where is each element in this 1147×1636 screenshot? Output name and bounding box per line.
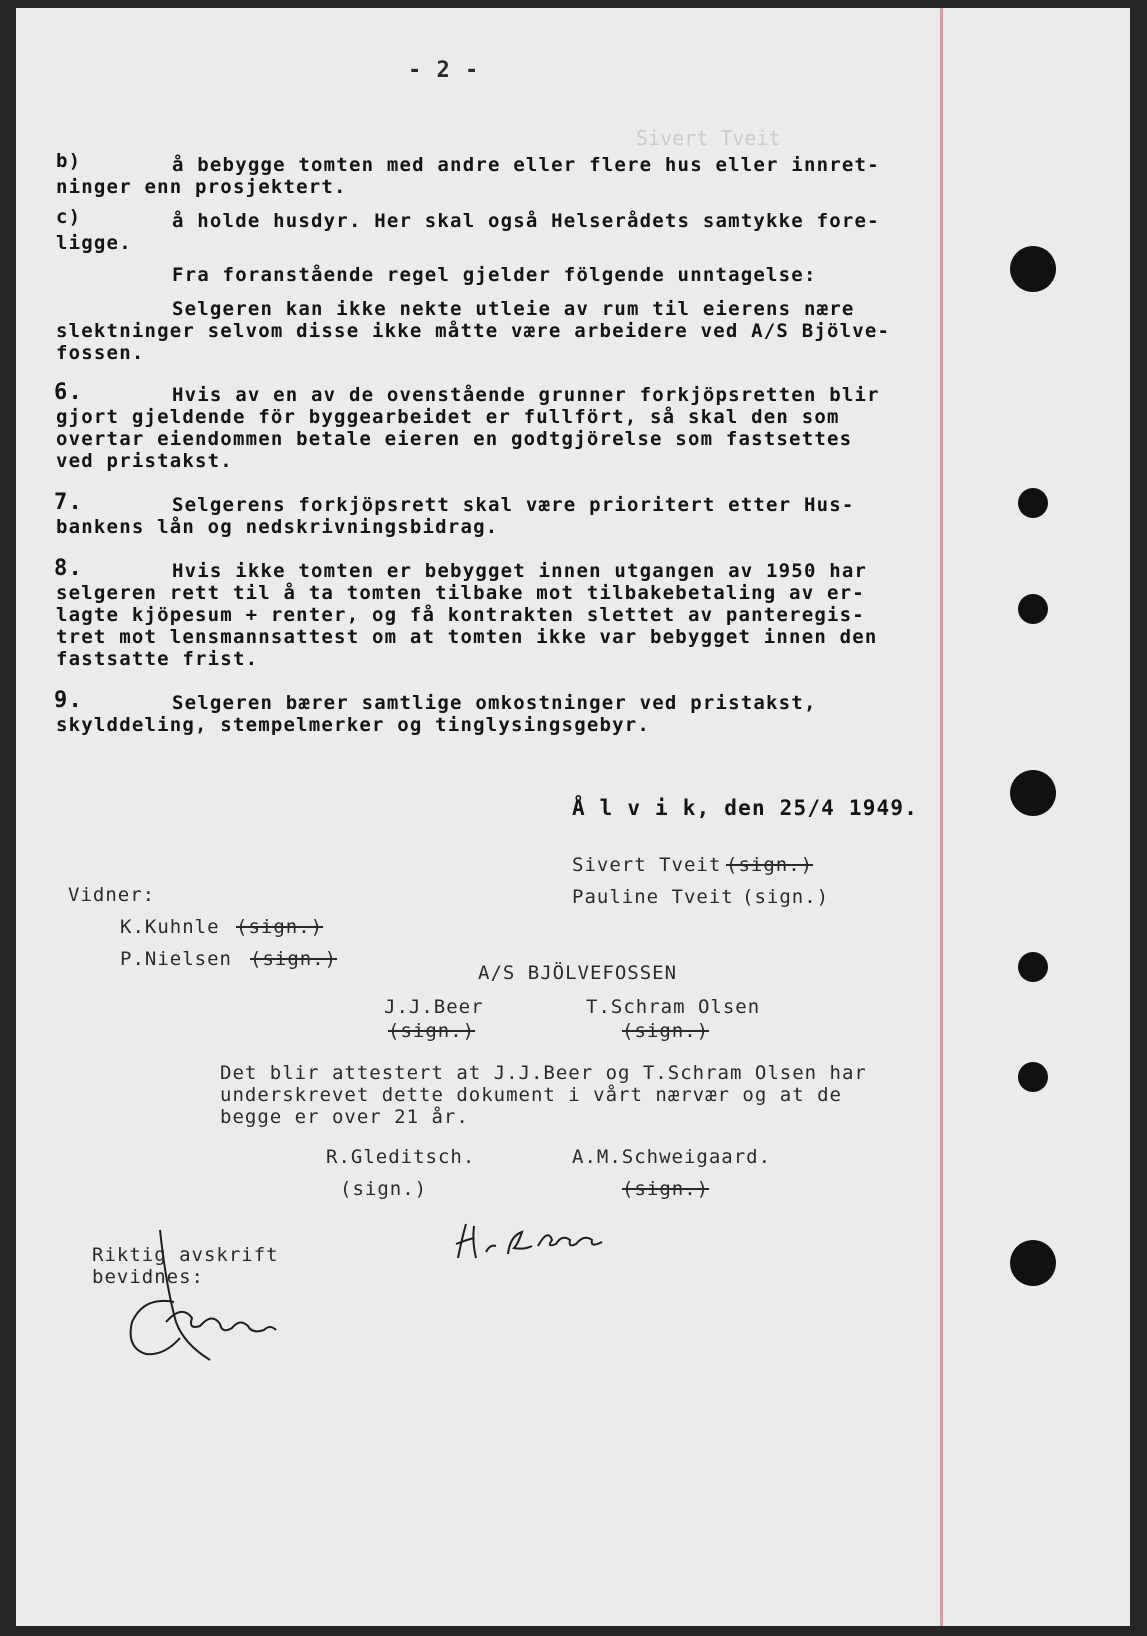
exception-line: Selgeren kan ikke nekte utleie av rum til eierens nære — [172, 298, 855, 320]
clause-c-label: c) — [56, 206, 82, 228]
attester-sign-mark: (sign.) — [340, 1178, 428, 1200]
witnesses-heading: Vidner: — [68, 884, 156, 906]
paragraph-6-line: overtar eiendommen betale eieren en godtgjörelse som fastsettes — [56, 428, 853, 450]
paragraph-8-line: selgeren rett til å ta tomten tilbake mot tilbakebetaling av er- — [56, 582, 865, 604]
punch-hole — [1018, 488, 1048, 518]
paragraph-7-line: bankens lån og nedskrivningsbidrag. — [56, 516, 499, 538]
punch-hole — [1010, 246, 1056, 292]
punch-hole — [1018, 952, 1048, 982]
certification-line: bevidnes: — [92, 1266, 204, 1288]
paragraph-9-line: skylddeling, stempelmerker og tinglysingsgebyr. — [56, 714, 651, 736]
company-rep: J.J.Beer — [384, 996, 484, 1018]
paragraph-6-number: 6. — [54, 380, 83, 405]
paragraph-6-line: gjort gjeldende för byggearbeidet er fullfört, så skal den som — [56, 406, 840, 428]
paragraph-7-number: 7. — [54, 490, 83, 515]
seller-name: Sivert Tveit — [572, 854, 722, 876]
clause-b-line: å bebygge tomten med andre eller flere hus eller innret- — [172, 154, 880, 176]
company-rep-sign-mark: (sign.) — [388, 1020, 476, 1042]
witness-name: P.Nielsen — [120, 948, 232, 970]
attestation-line: begge er over 21 år. — [220, 1106, 469, 1128]
exception-intro: Fra foranstående regel gjelder fölgende unntagelse: — [172, 264, 817, 286]
attester-name: A.M.Schweigaard. — [572, 1146, 772, 1168]
paragraph-8-number: 8. — [54, 556, 83, 581]
paragraph-7-line: Selgerens forkjöpsrett skal være prioritert etter Hus- — [172, 494, 855, 516]
clause-c-line: ligge. — [56, 232, 132, 254]
attester-sign-mark: (sign.) — [622, 1178, 710, 1200]
paragraph-9-number: 9. — [54, 688, 83, 713]
clause-b-line: ninger enn prosjektert. — [56, 176, 347, 198]
clause-b-label: b) — [56, 150, 82, 172]
handwritten-signature — [120, 1226, 280, 1366]
clause-c-line: å holde husdyr. Her skal også Helserådets samtykke fore- — [172, 210, 880, 232]
certification-line: Riktig avskrift — [92, 1244, 279, 1266]
punch-hole — [1018, 1062, 1048, 1092]
handwritten-initials — [452, 1218, 612, 1266]
punch-hole — [1010, 770, 1056, 816]
exception-line: slektninger selvom disse ikke måtte være arbeidere ved A/S Bjölve- — [56, 320, 891, 342]
paragraph-6-line: ved pristakst. — [56, 450, 233, 472]
witness-sign-mark: (sign.) — [236, 916, 324, 938]
paragraph-6-line: Hvis av en av de ovenstående grunner forkjöpsretten blir — [172, 384, 880, 406]
document-page — [16, 8, 1130, 1626]
page-number: - 2 - — [408, 58, 480, 83]
attestation-line: underskrevet dette dokument i vårt nærvær og at de — [220, 1084, 842, 1106]
seller-sign-mark: (sign.) — [726, 854, 814, 876]
company-name: A/S BJÖLVEFOSSEN — [478, 962, 678, 984]
bleed-through-text: Sivert Tveit — [636, 126, 781, 150]
paragraph-9-line: Selgeren bærer samtlige omkostninger ved pristakst, — [172, 692, 817, 714]
company-rep-sign-mark: (sign.) — [622, 1020, 710, 1042]
witness-sign-mark: (sign.) — [250, 948, 338, 970]
seller-sign-mark: (sign.) — [742, 886, 830, 908]
witness-name: K.Kuhnle — [120, 916, 220, 938]
place-date: Å l v i k, den 25/4 1949. — [572, 796, 919, 820]
attester-name: R.Gleditsch. — [326, 1146, 476, 1168]
red-margin-line — [940, 8, 943, 1626]
paragraph-8-line: tret mot lensmannsattest om at tomten ikke var bebygget innen den — [56, 626, 878, 648]
company-rep: T.Schram Olsen — [586, 996, 761, 1018]
paragraph-8-line: Hvis ikke tomten er bebygget innen utgangen av 1950 har — [172, 560, 868, 582]
paragraph-8-line: fastsatte frist. — [56, 648, 259, 670]
paragraph-8-line: lagte kjöpesum + renter, og få kontrakten slettet av panteregis- — [56, 604, 865, 626]
punch-hole — [1018, 594, 1048, 624]
punch-hole — [1010, 1240, 1056, 1286]
exception-line: fossen. — [56, 342, 145, 364]
seller-name: Pauline Tveit — [572, 886, 734, 908]
attestation-line: Det blir attestert at J.J.Beer og T.Schram Olsen har — [220, 1062, 867, 1084]
